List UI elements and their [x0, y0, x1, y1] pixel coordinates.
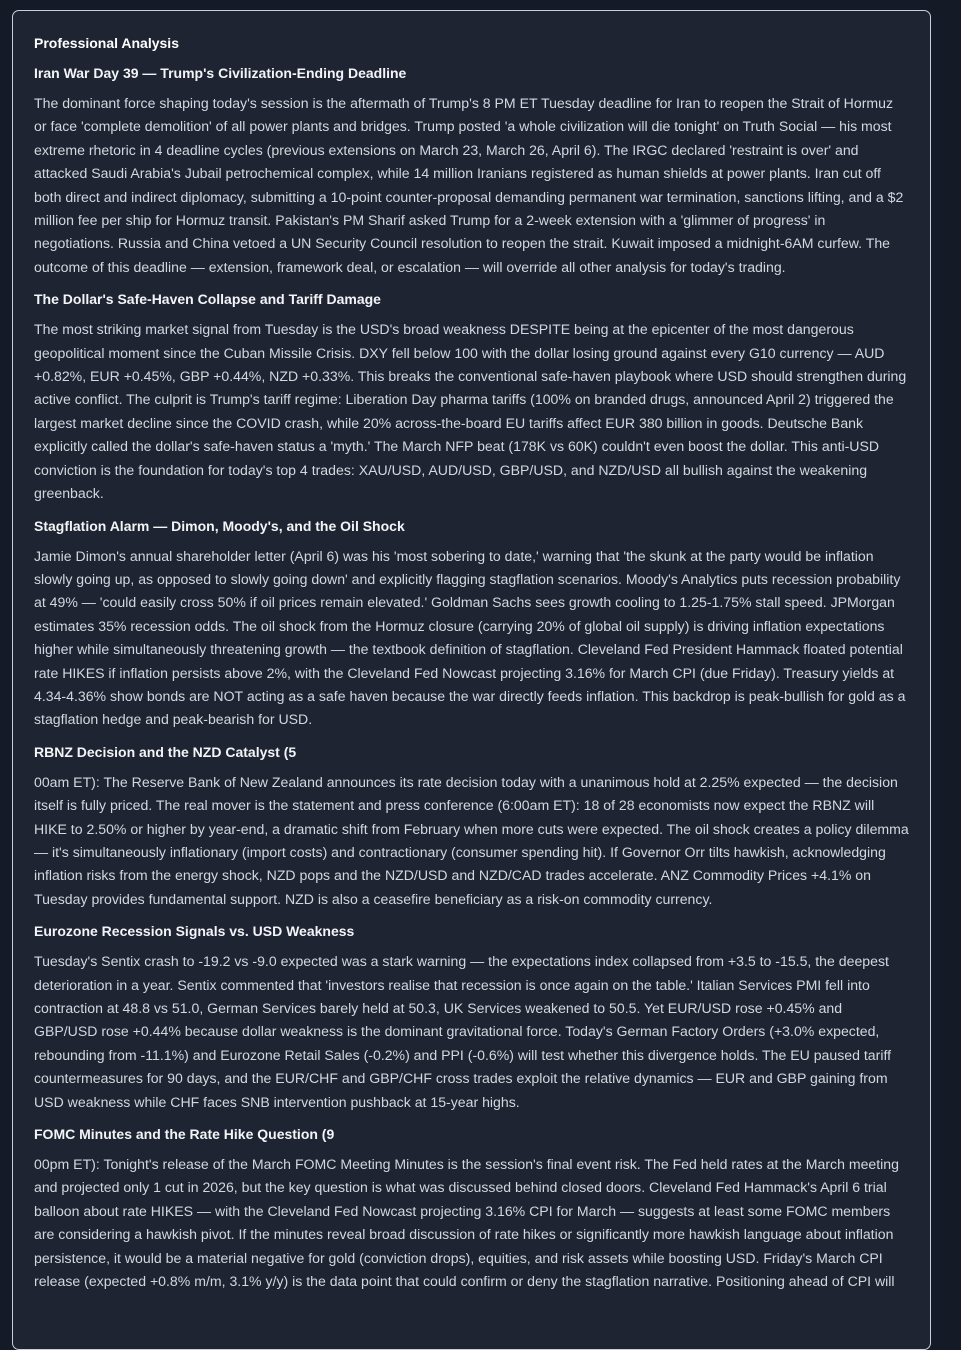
- section-title: Stagflation Alarm — Dimon, Moody's, and the Oil Shock: [34, 517, 405, 534]
- section-fomc-minutes: [34, 1126, 909, 1293]
- section-title: RBNZ Decision and the NZD Catalyst (5: [34, 743, 297, 760]
- section-eurozone-recession: [34, 923, 909, 1114]
- section-rbnz-decision: [34, 744, 909, 911]
- professional-analysis-card: [12, 10, 931, 1350]
- section-title: Iran War Day 39 — Trump's Civilization-Ending Deadline: [34, 65, 407, 81]
- section-title: The Dollar's Safe-Haven Collapse and Tariff Damage: [34, 291, 381, 308]
- card-title: Professional Analysis: [34, 35, 179, 51]
- section-body: 00am ET): The Reserve Bank of New Zealand announces its rate decision today with a unanimous hold at 2.25% expected — the decision itself is fully priced. The real mover is the statement and press conference (6:00am ET): 18 of 28 economists now expect the RBNZ will HIKE to 2.50% or higher by year-end, a dramatic shift from February when more cuts were expected. The oil shock creates a policy dilemma — it's simultaneously inflationary (import costs) and contractionary (consumer spending hit). If Governor Orr tilts hawkish, acknowledging inflation risks from the energy shock, NZD pops and the NZD/USD and NZD/CAD trades accelerate. ANZ Commodity Prices +4.1% on Tuesday provides fundamental support. NZD is also a ceasefire beneficiary as a risk-on commodity currency.: [34, 773, 909, 907]
- section-body: The dominant force shaping today's session is the aftermath of Trump's 8 PM ET Tuesday deadline for Iran to reopen the Strait of Hormuz or face 'complete demolition' of all power plants and bridges. Trump posted 'a whole civilization will die tonight' on Truth Social — his most extreme rhetoric in 4 deadline cycles (previous extensions on March 23, March 26, April 6). The IRGC declared 'restraint is over' and attacked Saudi Arabia's Jubail petrochemical complex, while 14 million Iranians registered as human shields at power plants. Iran cut off both direct and indirect diplomacy, submitting a 10-point counter-proposal demanding permanent war termination, sanctions lifting, and a $2 million fee per ship for Hormuz transit. Pakistan's PM Sharif asked Trump for a 2-week extension with a 'glimmer of progress' in negotiations. Russia and China vetoed a UN Security Council resolution to reopen the strait. Kuwait imposed a midnight-6AM curfew. The outcome of this deadline — extension, framework deal, or escalation — will override all other analysis for today's trading.: [34, 95, 904, 275]
- section-stagflation-alarm: [34, 518, 909, 732]
- section-body: 00pm ET): Tonight's release of the March FOMC Meeting Minutes is the session's final event risk. The Fed held rates at the March meeting and projected only 1 cut in 2026, but the key question is what was discussed behind closed doors. Cleveland Fed Hammack's April 6 trial balloon about rate HIKES — with the Cleveland Fed Nowcast projecting 3.16% CPI for March — suggests at least some FOMC members are considering a hawkish pivot. If the minutes reveal broad discussion of rate hikes or significantly more hawkish language about inflation persistence, it would be a material negative for gold (conviction drops), equities, and risk assets while boosting USD. Friday's March CPI release (expected +0.8% m/m, 3.1% y/y) is the data point that could confirm or deny the stagflation narrative. Positioning ahead of CPI will: [34, 1156, 899, 1290]
- section-dollar-safe-haven: [34, 291, 909, 505]
- section-title: FOMC Minutes and the Rate Hike Question (9: [34, 1126, 335, 1143]
- section-body: The most striking market signal from Tuesday is the USD's broad weakness DESPITE being at the epicenter of the most dangerous geopolitical moment since the Cuban Missile Crisis. DXY fell below 100 with the dollar losing ground against every G10 currency — AUD +0.82%, EUR +0.45%, GBP +0.44%, NZD +0.33%. This breaks the conventional safe-haven playbook where USD should strengthen during active conflict. The culprit is Trump's tariff regime: Liberation Day pharma tariffs (100% on branded drugs, announced April 2) triggered the largest market decline since the COVID crash, while 20% across-the-board EU tariffs affect EUR 380 billion in goods. Deutsche Bank explicitly called the dollar's safe-haven status a 'myth.' The March NFP beat (178K vs 60K) couldn't even boost the dollar. This anti-USD conviction is the foundation for today's top 4 trades: XAU/USD, AUD/USD, GBP/USD, and NZD/USD all bullish against the weakening greenback.: [34, 321, 907, 502]
- section-body: Jamie Dimon's annual shareholder letter (April 6) was his 'most sobering to date,' warning that 'the skunk at the party would be inflation slowly going up, as opposed to slowly going down' and explicitly flagging stagflation scenarios. Moody's Analytics puts recession probability at 49% — 'could easily cross 50% if oil prices remain elevated.' Goldman Sachs sees growth cooling to 1.25-1.75% stall speed. JPMorgan estimates 35% recession odds. The oil shock from the Hormuz closure (carrying 20% of global oil supply) is driving inflation expectations higher while simultaneously threatening growth — the textbook definition of stagflation. Cleveland Fed President Hammack floated potential rate HIKES if inflation persists above 2%, with the Cleveland Fed Nowcast projecting 3.16% for March CPI (due Friday). Treasury yields at 4.34-4.36% show bonds are NOT acting as a safe haven because the war directly feeds inflation. This backdrop is peak-bullish for gold as a stagflation hedge and peak-bearish for USD.: [34, 547, 906, 728]
- section-body: Tuesday's Sentix crash to -19.2 vs -9.0 expected was a stark warning — the expectations index collapsed from +3.5 to -15.5, the deepest deterioration in a year. Sentix commented that 'investors realise that recession is once again on the table.' Italian Services PMI fell into contraction at 48.8 vs 51.0, German Services barely held at 50.3, UK Services weakened to 50.5. Yet EUR/USD rose +0.45% and GBP/USD rose +0.44% because dollar weakness is the dominant gravitational force. Today's German Factory Orders (+3.0% expected, rebounding from -11.1%) and Eurozone Retail Sales (-0.2%) and PPI (-0.6%) will test whether this divergence holds. The EU paused tariff countermeasures for 90 days, and the EUR/CHF and GBP/CHF cross trades exploit the relative dynamics — EUR and GBP gaining from USD weakness while CHF faces SNB intervention pushback at 15-year highs.: [34, 953, 892, 1110]
- section-iran-war: [34, 65, 909, 279]
- section-title: Eurozone Recession Signals vs. USD Weakness: [34, 923, 355, 940]
